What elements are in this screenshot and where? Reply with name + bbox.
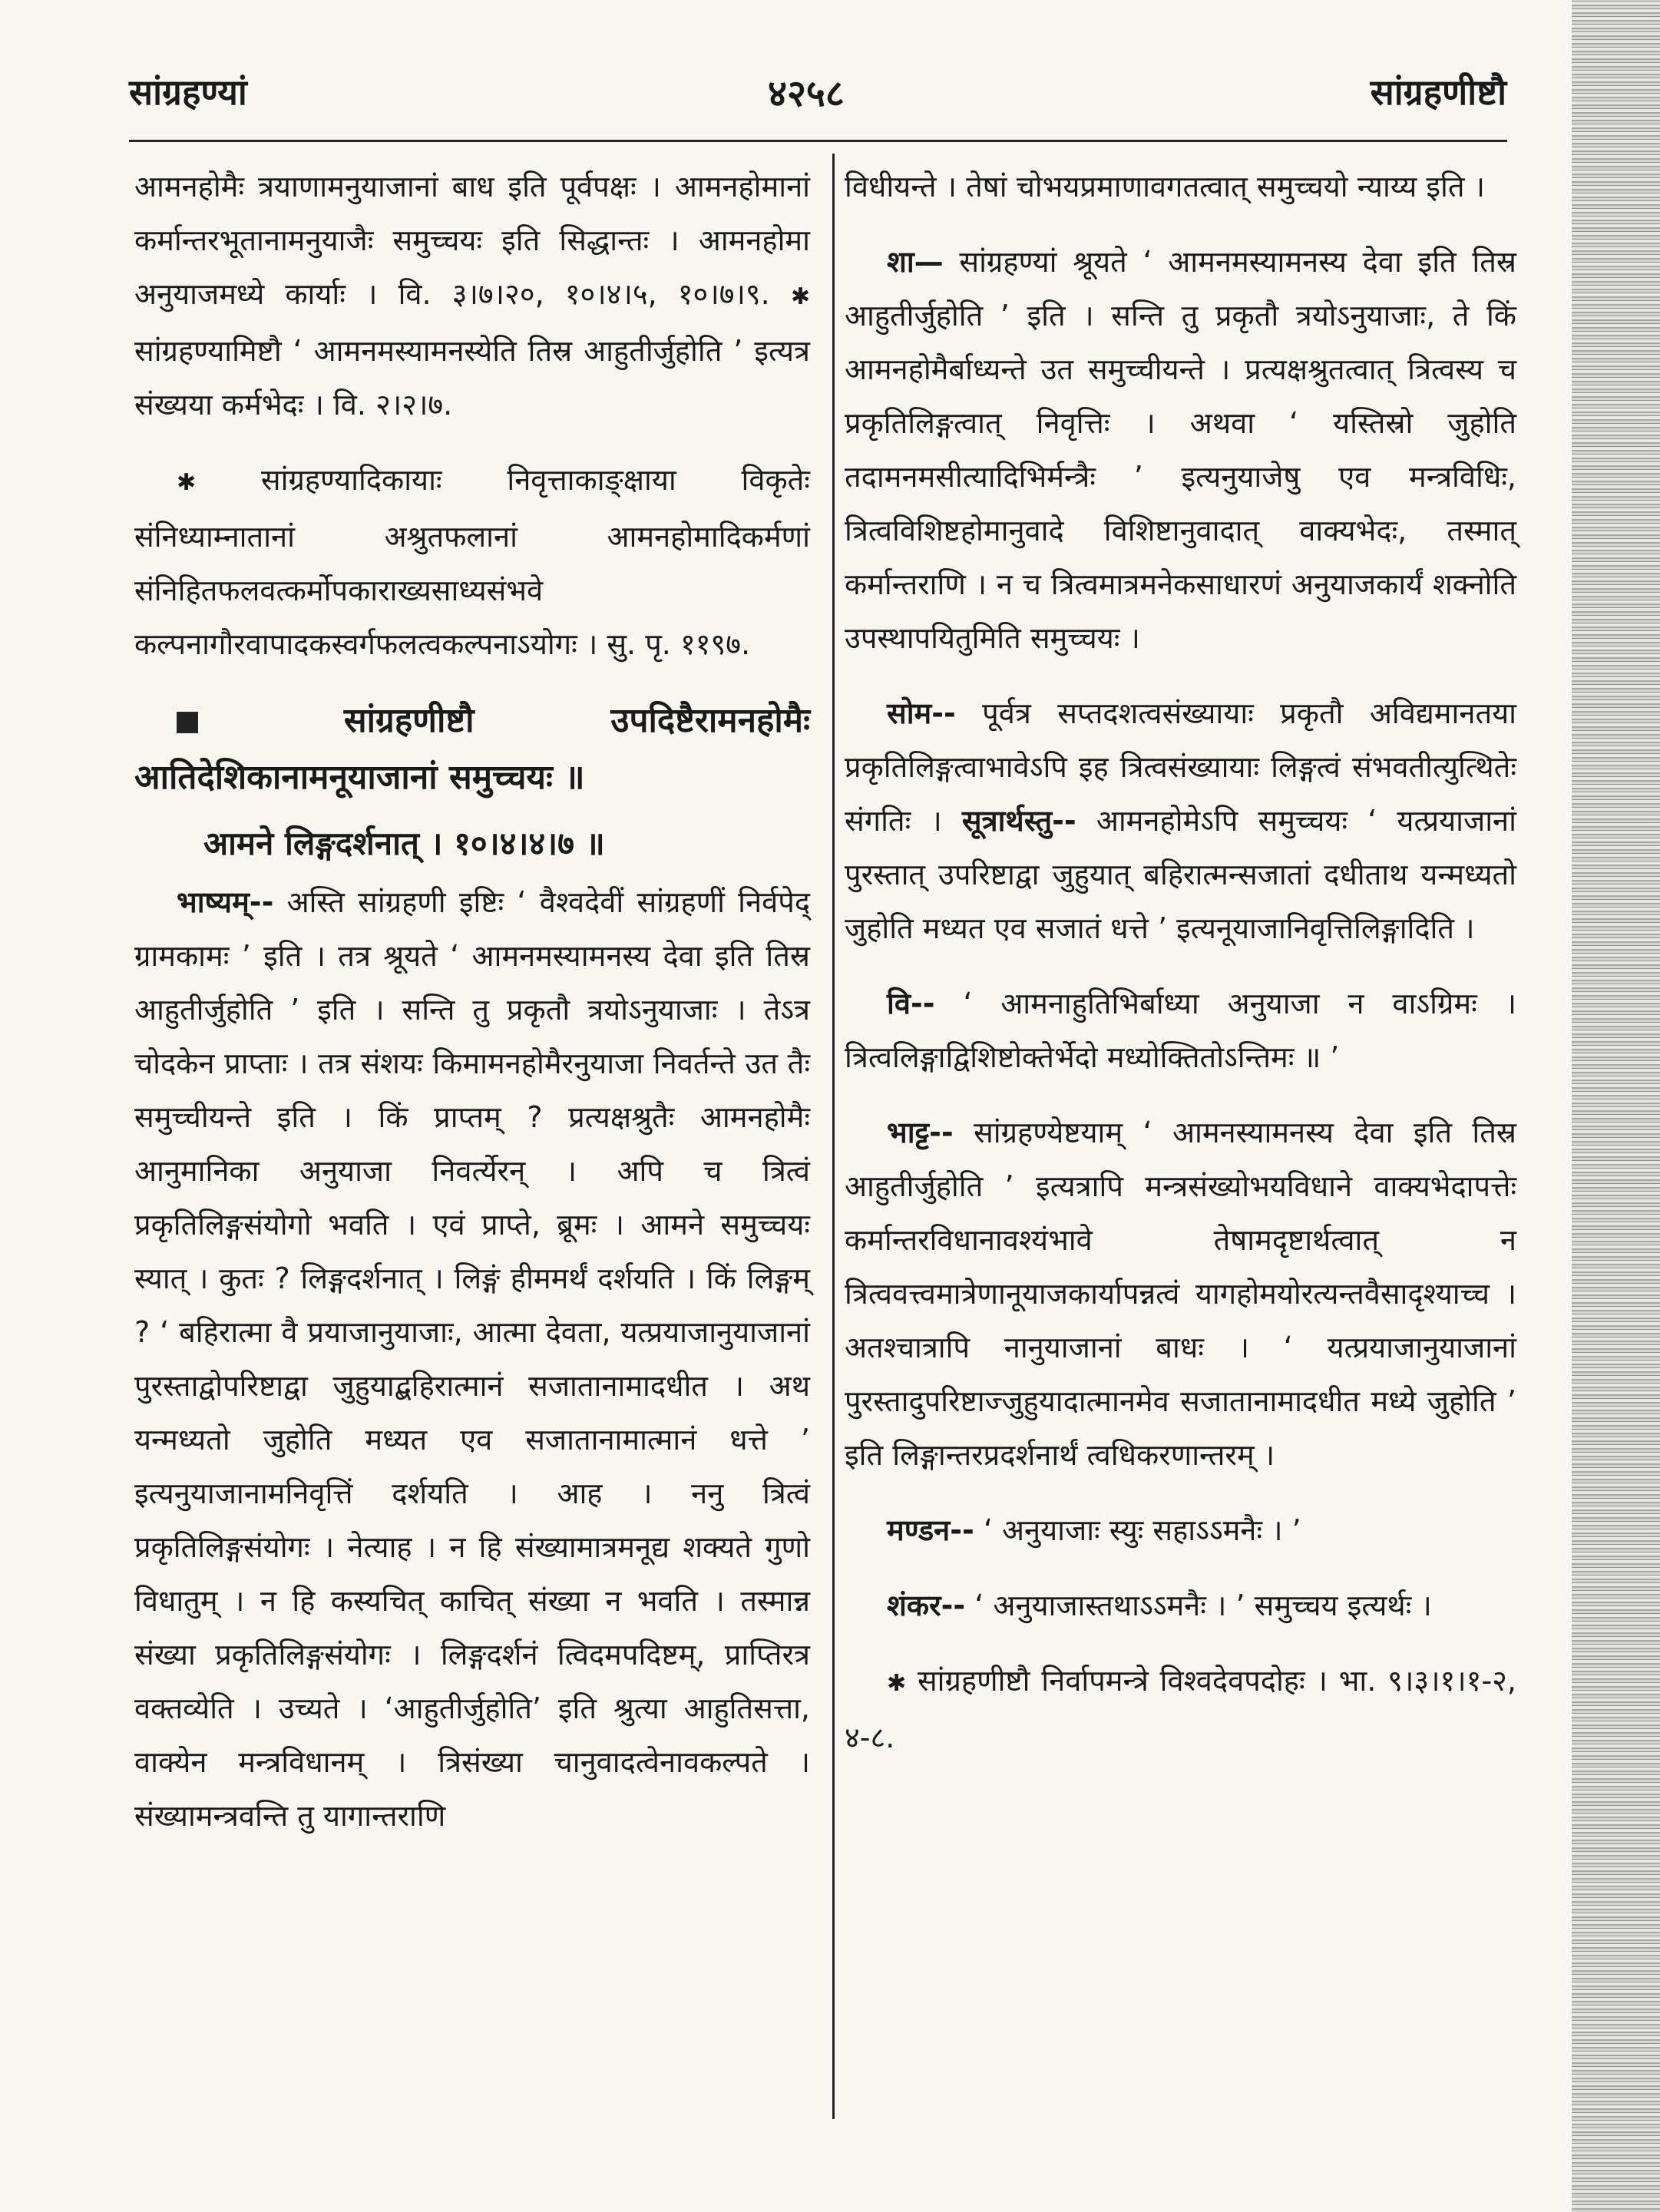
star-icon: ✱ [790,283,810,310]
left-column [134,160,810,1843]
star-icon: ✱ [887,1670,907,1697]
sutra-line: आमने लिङ्गदर्शनात् । १०।४।४।७ ॥ [203,825,605,862]
entry-text: सांग्रहण्यादिकायाः निवृत्ताकाङ्क्षाया विकृतेः संनिध्याम्नातानां अश्रुतफलानां आमनहोमादिकर्मणां संनिहितफलवत्कर्मोपकाराख्यसाध्यसंभवे कल्पनागौरवापादकस्वर्गफलत्वकल्पनाऽयोगः । सु. पृ. ११९७. [134,463,810,661]
header-rule [129,140,1507,142]
running-head-left: सांग्रहण्यां [129,71,247,113]
entry-paragraph [134,160,810,431]
star-icon: ✱ [177,469,197,496]
column-divider [832,154,835,2119]
commentary-paragraph: भाट्ट-- सांग्रहण्येष्टयाम् ‘ आमनस्यामनस्य देवा इति तिस्र आहुतीर्जुहोति ’ इत्यत्रापि मन्त्रसंख्योभयविधाने वाक्यभेदापत्तेः कर्मान्तरविधानावश्यंभावे तेषामदृष्टार्थत्वात् न त्रित्ववत्त्वमात्रेणानूयाजकार्यापन्नत्वं यागहोमयोरत्यन्तवैसादृश्याच्च । अतश्चात्रापि नानुयाजानां बाधः । ‘ यत्प्रयाजानुयाजानां पुरस्तादुपरिष्टाज्जुहुयादात्मानमेव सजातानामादधीत मध्ये जुहोति ’ इति लिङ्गान्तरप्रदर्शनार्थं त्वधिकरणान्तरम् । [845,1116,1516,1472]
running-head-right: सांग्रहणीष्टौ [1370,71,1506,113]
bhashya-paragraph [134,875,810,1843]
entry-paragraph [134,453,810,671]
commentary-label: भाट्ट-- [887,1116,954,1149]
commentary-paragraph: मण्डन-- ‘ अनुयाजाः स्युः सहाऽऽमनैः । ’ [887,1513,1301,1547]
commentary-paragraph: शा— सांग्रहण्यां श्रूयते ‘ आमनमस्यामनस्य देवा इति तिस्र आहुतीर्जुहोति ’ इति । सन्ति तु प्रकृतौ त्रयोऽनुयाजाः, ते किं आमनहोमैर्बाध्यन्ते उत समुच्चीयन्ते । प्रत्यक्षश्रुतत्वात् त्रित्वस्य च प्रकृतिलिङ्गत्वात् निवृत्तिः । अथवा ‘ यस्तिस्रो जुहोति तदामनमसीत्यादिभिर्मन्त्रैः ’ इत्यनुयाजेषु एव मन्त्रविधिः, त्रित्वविशिष्टहोमानुवादे विशिष्टानुवादात् वाक्यभेदः, तस्मात् कर्मान्तराणि । न च त्रित्वमात्रमनेकसाधारणं अनुयाजकार्यं शक्नोति उपस्थापयितुमिति समुच्चयः । [845,245,1516,655]
commentary-label: वि-- [887,987,935,1020]
bhashya-text: अस्ति सांग्रहणी इष्टिः ‘ वैश्वदेवीं सांग्रहणीं निर्वपेद् ग्रामकामः ’ इति । तत्र श्रूयते ‘ आमनमस्यामनस्य देवा इति तिस्र आहुतीर्जुहोति ’ इति । सन्ति तु प्रकृतौ त्रयोऽनुयाजाः । तेऽत्र चोदकेन प्राप्ताः । तत्र संशयः किमामनहोमैरनुयाजा निवर्तन्ते उत तैः समुच्चीयन्ते इति । किं प्राप्तम् ? प्रत्यक्षश्रुतैः आमनहोमैः आनुमानिका अनुयाजा निवर्त्येरन् । अपि च त्रित्वं प्रकृतिलिङ्गसंयोगो भवति । एवं प्राप्ते, ब्रूमः । आमने समुच्चयः स्यात् । कुतः ? लिङ्गदर्शनात् । लिङ्गं हीममर्थं दर्शयति । किं लिङ्गम् ? ‘ बहिरात्मा वै प्रयाजानुयाजाः, आत्मा देवता, यत्प्रयाजानुयाजानां पुरस्ताद्वोपरिष्टाद्वा जुहुयाद्बहिरात्मानं सजातानामादधीत । अथ यन्मध्यतो जुहोति मध्यत एव सजातानामात्मानं धत्ते ’ इत्यनुयाजानामनिवृत्तिं दर्शयति । आह । ननु त्रित्वं प्रकृतिलिङ्गसंयोगः । नेत्याह । न हि संख्यामात्रमनूद्य शक्यते गुणो विधातुम् । न हि कस्यचित् काचित् संख्या न भवति । तस्मान्न संख्या प्रकृतिलिङ्गसंयोगः । लिङ्गदर्शनं त्विदमपदिष्टम्, प्राप्तिरत्र वक्तव्येति । उच्यते । ‘आहुतीर्जुहोति’ इति श्रुत्या आहुतिसत्ता, वाक्येन मन्त्रविधानम् । त्रिसंख्या चानुवादत्वेनावकल्पते । संख्यामन्त्रवन्ति तु यागान्तराणि [134,885,810,1833]
commentary-label: शंकर-- [887,1589,966,1622]
right-column [845,160,1516,1764]
commentary-paragraph: वि-- ‘ आमनाहुतिभिर्बाध्या अनुयाजा न वाऽग्रिमः । त्रित्वलिङ्गाद्विशिष्टोक्तेर्भेदो मध्योक्तितोऽन्तिमः ॥ ’ [845,987,1516,1074]
commentary-label: शा— [887,245,944,279]
commentary-paragraph: सोम-- पूर्वत्र सप्तदशत्वसंख्यायाः प्रकृतौ अविद्यमानतया प्रकृतिलिङ्गत्वाभावेऽपि इह त्रित्वसंख्यायाः लिङ्गत्वं संभवतीत्युत्थितेः संगतिः । सूत्रार्थस्तु-- आमनहोमेऽपि समुच्चयः ‘ यत्प्रयाजानां पुरस्तात् उपरिष्टाद्वा जुहुयात् बहिरात्मन्सजातां दधीताथ यन्मध्यतो जुहोति मध्यत एव सजातं धत्ते ’ इत्यनूयाजानिवृत्तिलिङ्गादिति । [845,696,1516,945]
continued-text: विधीयन्ते । तेषां चोभयप्रमाणावगतत्वात् समुच्चयो न्याय्य इति । [845,170,1486,203]
commentary-label: मण्डन-- [887,1513,974,1547]
adhikarana-heading: सांग्रहणीष्टौ उपदिष्टैरामनहोमैः आतिदेशिकानामनूयाजानां समुच्चयः ॥ [134,701,810,797]
entry-paragraph: ✱ सांग्रहणीष्टौ निर्वापमन्त्रे विश्वदेवपदोहः । भा. ९।३।१।१-२, ४-८. [845,1664,1516,1754]
commentary-paragraph: शंकर-- ‘ अनुयाजास्तथाऽऽमनैः । ’ समुच्चय इत्यर्थः । [887,1589,1432,1622]
commentary-label: सूत्रार्थस्तु-- [961,804,1076,838]
bhashya-label: भाष्यम्-- [177,885,274,919]
scan-edge-artifact [1572,0,1660,2212]
commentary-label: सोम-- [887,696,956,730]
page-number: ४२५८ [768,72,845,115]
entry-text: आमनहोमैः त्रयाणामनुयाजानां बाध इति पूर्वपक्षः । आमनहोमानां कर्मान्तरभूतानामनुयाजैः समुच्चयः इति सिद्धान्तः । आमनहोमा अनुयाजमध्ये कार्याः । वि. ३।७।२०, १०।४।५, १०।७।९. [134,170,810,311]
section-marker-icon [177,712,198,733]
entry-text: सांग्रहण्यामिष्टौ ‘ आमनमस्यामनस्येति तिस्र आहुतीर्जुहोति ’ इत्यत्र संख्यया कर्मभेदः । वि. २।२।७. [134,334,810,422]
